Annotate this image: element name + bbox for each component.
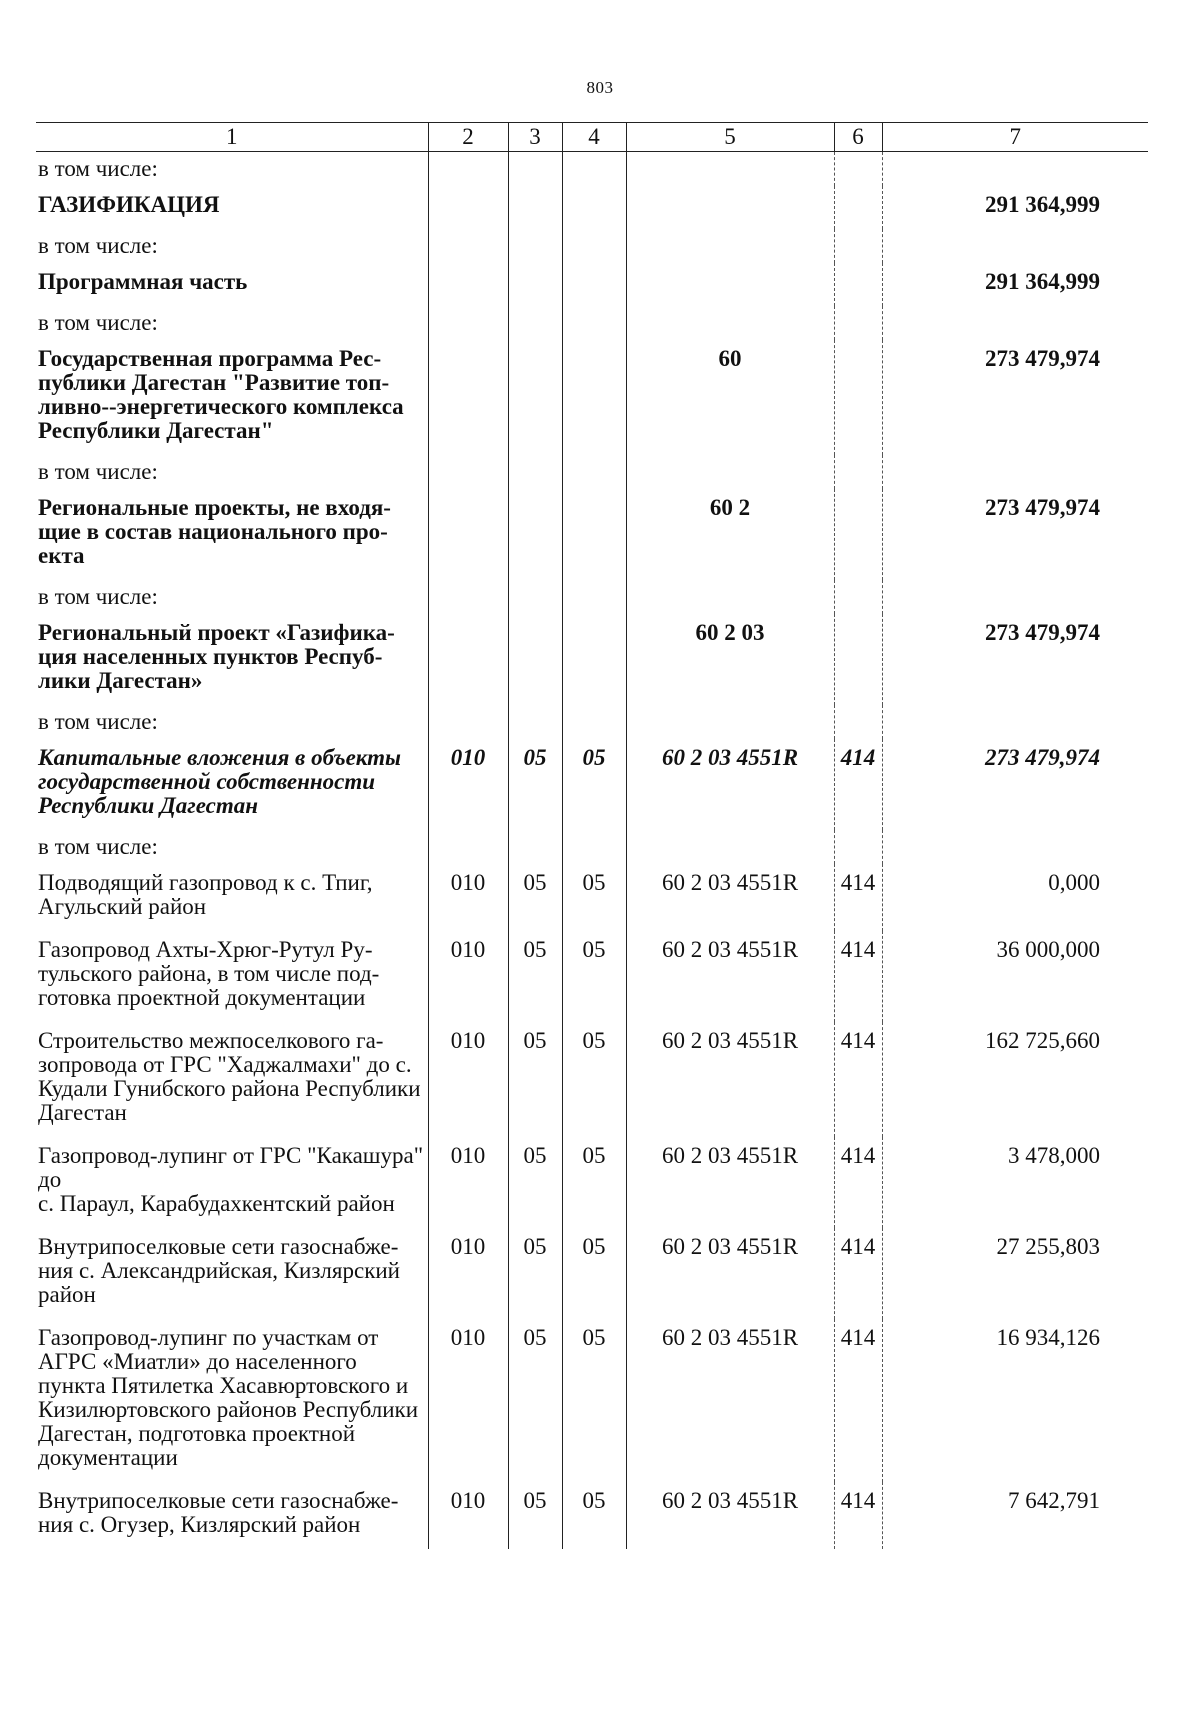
row-name: в том числе: <box>38 459 158 484</box>
table-row <box>36 340 1148 455</box>
row-col-6 <box>834 580 882 614</box>
row-col-6: 414 <box>834 1319 882 1482</box>
row-col-2: 010 <box>428 1228 508 1319</box>
table-row <box>36 931 1148 1022</box>
header-row <box>36 123 1148 152</box>
row-col-5: 60 2 03 <box>626 614 834 705</box>
row-col-6 <box>834 830 882 864</box>
table-row <box>36 186 1148 229</box>
row-col-2 <box>428 152 508 187</box>
row-col-2 <box>428 489 508 580</box>
row-col-5: 60 2 03 4551R <box>626 1137 834 1228</box>
table-row <box>36 152 1148 187</box>
row-col-5 <box>626 306 834 340</box>
row-col-5 <box>626 229 834 263</box>
row-col-6 <box>834 229 882 263</box>
row-amount: 273 479,974 <box>882 340 1148 455</box>
row-name: Газопровод-лупинг по участкам от АГРС «Миатли» до населенного пункта Пятилетка Хасавюртовского и Кизилюртовского районов Республики Дагестан, подготовка проектной документации <box>38 1325 419 1470</box>
table-row <box>36 580 1148 614</box>
row-col-3 <box>508 455 562 489</box>
table-row <box>36 263 1148 306</box>
row-col-3 <box>508 489 562 580</box>
row-col-4 <box>562 580 626 614</box>
row-col-2 <box>428 340 508 455</box>
row-amount: 273 479,974 <box>882 614 1148 705</box>
row-col-2: 010 <box>428 739 508 830</box>
row-col-2 <box>428 830 508 864</box>
row-col-3 <box>508 229 562 263</box>
row-col-3: 05 <box>508 1228 562 1319</box>
row-name: Капитальные вложения в объекты государственной собственности Республики Дагестан <box>38 745 402 818</box>
row-amount <box>882 152 1148 187</box>
row-col-6: 414 <box>834 1137 882 1228</box>
row-col-2 <box>428 186 508 229</box>
column-header-3: 3 <box>508 123 562 152</box>
row-col-2: 010 <box>428 931 508 1022</box>
table-row <box>36 705 1148 739</box>
row-col-3 <box>508 705 562 739</box>
row-col-6 <box>834 186 882 229</box>
row-col-3 <box>508 830 562 864</box>
row-amount: 36 000,000 <box>882 931 1148 1022</box>
row-col-3: 05 <box>508 1319 562 1482</box>
row-col-5: 60 <box>626 340 834 455</box>
row-col-5: 60 2 03 4551R <box>626 1482 834 1549</box>
row-name: Внутрипоселковые сети газоснабжения с. Огузер, Кизлярский район <box>38 1488 399 1537</box>
row-col-5 <box>626 186 834 229</box>
row-col-4: 05 <box>562 1319 626 1482</box>
table-body <box>36 152 1148 1550</box>
row-amount: 273 479,974 <box>882 489 1148 580</box>
row-col-3: 05 <box>508 1482 562 1549</box>
row-col-2: 010 <box>428 864 508 931</box>
row-col-5 <box>626 455 834 489</box>
table-row <box>36 229 1148 263</box>
row-name: в том числе: <box>38 834 158 859</box>
row-col-3: 05 <box>508 739 562 830</box>
row-col-3 <box>508 263 562 306</box>
row-col-5: 60 2 03 4551R <box>626 931 834 1022</box>
row-col-6 <box>834 306 882 340</box>
row-name: в том числе: <box>38 233 158 258</box>
column-header-2: 2 <box>428 123 508 152</box>
row-col-5 <box>626 263 834 306</box>
row-col-5: 60 2 03 4551R <box>626 1022 834 1137</box>
row-name: в том числе: <box>38 709 158 734</box>
budget-table <box>36 122 1148 1549</box>
row-col-2: 010 <box>428 1482 508 1549</box>
row-col-3 <box>508 580 562 614</box>
row-col-2 <box>428 455 508 489</box>
row-amount: 291 364,999 <box>882 263 1148 306</box>
row-amount: 27 255,803 <box>882 1228 1148 1319</box>
row-col-6: 414 <box>834 1228 882 1319</box>
row-col-3: 05 <box>508 1137 562 1228</box>
row-amount: 0,000 <box>882 864 1148 931</box>
row-col-6 <box>834 340 882 455</box>
row-amount <box>882 229 1148 263</box>
row-col-4: 05 <box>562 931 626 1022</box>
row-col-4: 05 <box>562 864 626 931</box>
row-col-2: 010 <box>428 1137 508 1228</box>
row-amount <box>882 580 1148 614</box>
table-row <box>36 1319 1148 1482</box>
row-name: Региональный проект «Газификация населенных пунктов Республики Дагестан» <box>38 620 395 693</box>
row-col-4 <box>562 263 626 306</box>
row-amount: 162 725,660 <box>882 1022 1148 1137</box>
row-col-2 <box>428 263 508 306</box>
row-col-4 <box>562 229 626 263</box>
row-col-3: 05 <box>508 1022 562 1137</box>
column-header-6: 6 <box>834 123 882 152</box>
row-col-6: 414 <box>834 931 882 1022</box>
row-name: в том числе: <box>38 156 158 181</box>
row-col-3: 05 <box>508 864 562 931</box>
row-col-5: 60 2 03 4551R <box>626 864 834 931</box>
row-col-2 <box>428 705 508 739</box>
row-col-5 <box>626 580 834 614</box>
row-col-3 <box>508 340 562 455</box>
row-name: в том числе: <box>38 584 158 609</box>
row-col-5 <box>626 705 834 739</box>
column-header-7: 7 <box>882 123 1148 152</box>
table-row <box>36 1228 1148 1319</box>
column-header-1: 1 <box>36 123 428 152</box>
row-col-4: 05 <box>562 1228 626 1319</box>
row-col-6: 414 <box>834 739 882 830</box>
table-row <box>36 455 1148 489</box>
row-name: Строительство межпоселкового газопровода от ГРС "Хаджалмахи" до с. Кудали Гунибского района Республики Дагестан <box>38 1028 421 1125</box>
row-col-5: 60 2 <box>626 489 834 580</box>
table-row <box>36 1137 1148 1228</box>
page-number: 803 <box>586 78 614 97</box>
table-row <box>36 1022 1148 1137</box>
row-col-6: 414 <box>834 1482 882 1549</box>
row-name: Региональные проекты, не входящие в состав национального проекта <box>38 495 391 568</box>
row-col-3 <box>508 152 562 187</box>
row-col-6: 414 <box>834 864 882 931</box>
row-col-4: 05 <box>562 1137 626 1228</box>
row-col-6 <box>834 705 882 739</box>
row-name: Государственная программа Республики Дагестан "Развитие топливно--энергетического комплекса Республики Дагестан" <box>38 346 404 443</box>
row-amount <box>882 705 1148 739</box>
row-col-4 <box>562 340 626 455</box>
row-col-3: 05 <box>508 931 562 1022</box>
row-col-4 <box>562 306 626 340</box>
row-name: ГАЗИФИКАЦИЯ <box>38 192 220 217</box>
column-header-4: 4 <box>562 123 626 152</box>
row-col-6 <box>834 489 882 580</box>
table-row <box>36 1482 1148 1549</box>
row-col-4 <box>562 489 626 580</box>
row-name: Подводящий газопровод к с. Тпиг, Агульский район <box>38 870 373 919</box>
row-name: Программная часть <box>38 269 248 294</box>
row-col-5 <box>626 152 834 187</box>
row-col-6: 414 <box>834 1022 882 1137</box>
row-col-4 <box>562 186 626 229</box>
row-name: в том числе: <box>38 310 158 335</box>
row-amount: 3 478,000 <box>882 1137 1148 1228</box>
row-col-6 <box>834 455 882 489</box>
row-col-5: 60 2 03 4551R <box>626 739 834 830</box>
row-col-4 <box>562 830 626 864</box>
row-col-6 <box>834 152 882 187</box>
row-col-2 <box>428 229 508 263</box>
table-row <box>36 830 1148 864</box>
row-col-3 <box>508 186 562 229</box>
row-col-5 <box>626 830 834 864</box>
table-row <box>36 739 1148 830</box>
row-col-6 <box>834 263 882 306</box>
row-col-3 <box>508 614 562 705</box>
row-col-4 <box>562 152 626 187</box>
table-header <box>36 123 1148 152</box>
row-col-2: 010 <box>428 1022 508 1137</box>
row-amount <box>882 455 1148 489</box>
row-col-2 <box>428 306 508 340</box>
table-row <box>36 306 1148 340</box>
row-col-4: 05 <box>562 1482 626 1549</box>
row-col-2 <box>428 614 508 705</box>
row-name: Газопровод Ахты-Хрюг-Рутул Рутульского района, в том числе подготовка проектной документации <box>38 937 380 1010</box>
row-col-3 <box>508 306 562 340</box>
table-row <box>36 614 1148 705</box>
row-name: Газопровод-лупинг от ГРС "Какашура" до с. Параул, Карабудахкентский район <box>38 1143 424 1216</box>
row-amount <box>882 306 1148 340</box>
row-col-4: 05 <box>562 1022 626 1137</box>
row-col-4 <box>562 455 626 489</box>
row-amount: 273 479,974 <box>882 739 1148 830</box>
row-col-4: 05 <box>562 739 626 830</box>
row-name: Внутрипоселковые сети газоснабжения с. Александрийская, Кизлярский район <box>38 1234 400 1307</box>
row-amount <box>882 830 1148 864</box>
row-col-6 <box>834 614 882 705</box>
row-col-2: 010 <box>428 1319 508 1482</box>
row-col-5: 60 2 03 4551R <box>626 1228 834 1319</box>
row-col-5: 60 2 03 4551R <box>626 1319 834 1482</box>
row-amount: 16 934,126 <box>882 1319 1148 1482</box>
table-row <box>36 489 1148 580</box>
row-col-4 <box>562 705 626 739</box>
row-amount: 7 642,791 <box>882 1482 1148 1549</box>
column-header-5: 5 <box>626 123 834 152</box>
row-amount: 291 364,999 <box>882 186 1148 229</box>
table-row <box>36 864 1148 931</box>
row-col-4 <box>562 614 626 705</box>
row-col-2 <box>428 580 508 614</box>
